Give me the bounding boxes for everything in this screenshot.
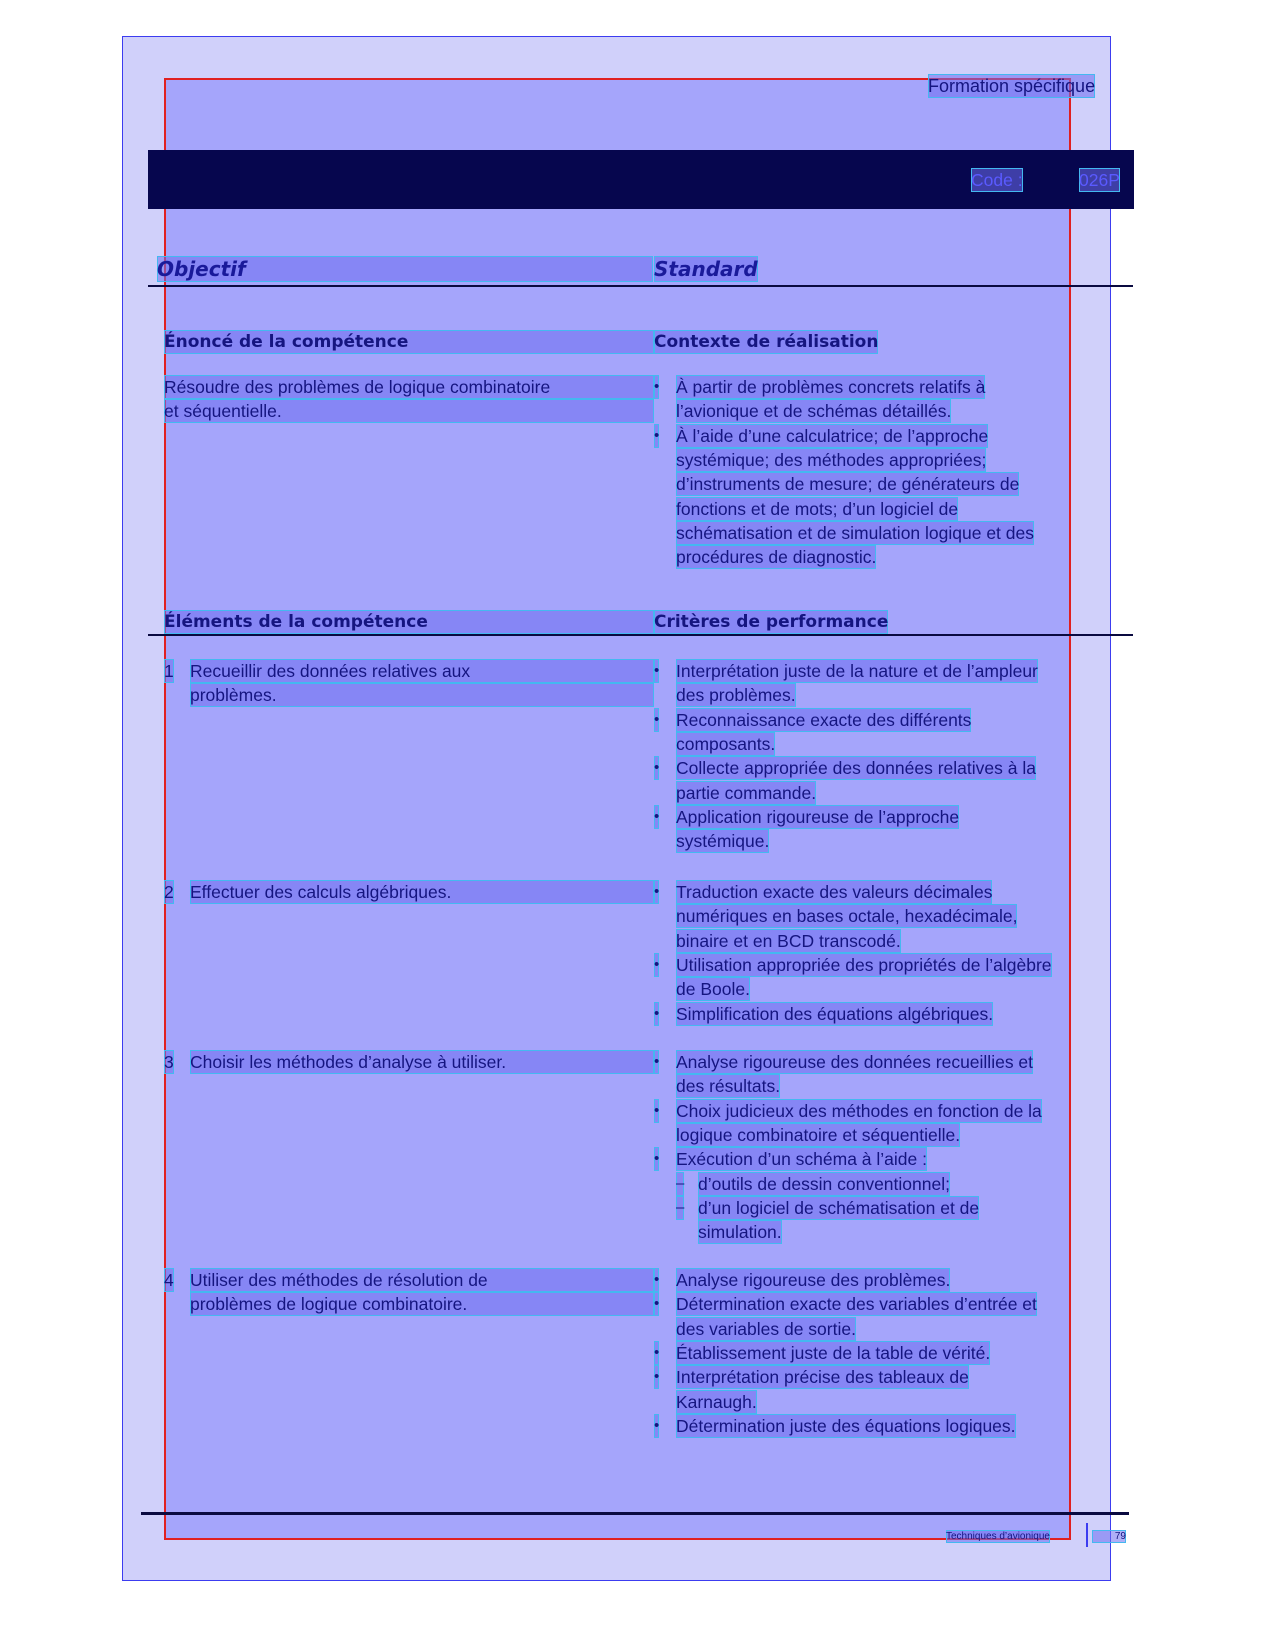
element-number: 2 — [164, 882, 174, 902]
bullet-marker: • — [654, 1147, 659, 1171]
bullet-text: Établissement juste de la table de vérité. — [676, 1342, 991, 1363]
bullet-text: Collecte appropriée des données relatives à la — [676, 758, 1036, 779]
bullet-text: systémique. — [676, 831, 770, 852]
bullet-marker: • — [654, 375, 659, 399]
bullet-text: de Boole. — [676, 979, 750, 1000]
element-text: Recueillir des données relatives aux — [190, 659, 654, 683]
bullet-marker: • — [654, 1341, 659, 1365]
bullet-marker: • — [654, 1002, 659, 1026]
section-rule — [148, 634, 1133, 636]
bullet-text: Reconnaissance exacte des différents — [676, 709, 972, 730]
element-text: problèmes. — [190, 683, 654, 707]
bullet-text: partie commande. — [676, 782, 817, 803]
bullet-text: Utilisation appropriée des propriétés de l’algèbre — [676, 954, 1052, 975]
bullet-marker: – — [676, 1172, 684, 1196]
bullet-text: d’instruments de mesure; de générateurs de — [676, 474, 1020, 495]
footer-title: Techniques d’avionique — [946, 1531, 1050, 1542]
header-rule — [148, 285, 1133, 287]
bullet-marker: • — [654, 1050, 659, 1074]
bullet-marker: • — [654, 1414, 659, 1438]
bullet-text: fonctions et de mots; d’un logiciel de — [676, 498, 959, 519]
standard-heading: Standard — [654, 257, 758, 281]
bullet-marker: • — [654, 1268, 659, 1292]
bullet-text: des résultats. — [676, 1076, 781, 1097]
element-number: 1 — [164, 661, 174, 681]
code-label: Code : — [971, 170, 1023, 190]
enonce-heading: Énoncé de la compétence — [164, 330, 654, 354]
bullet-marker: • — [654, 880, 659, 904]
element-number: 3 — [164, 1052, 174, 1072]
bullet-text: schématisation et de simulation logique et des — [676, 522, 1034, 543]
bullet-text: Interprétation précise des tableaux de — [676, 1367, 969, 1388]
bullet-marker: • — [654, 805, 659, 829]
footer-page-number: 79 — [1092, 1530, 1126, 1543]
bullet-text: numériques en bases octale, hexadécimale, — [676, 906, 1018, 927]
bullet-text: simulation. — [698, 1222, 782, 1243]
footer-divider — [1086, 1523, 1088, 1547]
bullet-text: Choix judicieux des méthodes en fonction de la — [676, 1100, 1042, 1121]
bullet-marker: • — [654, 756, 659, 780]
formation-label: Formation spécifique — [928, 76, 1096, 96]
bullet-text: Simplification des équations algébriques. — [676, 1003, 994, 1024]
enonce-line: et séquentielle. — [164, 399, 654, 423]
bullet-text: systémique; des méthodes appropriées; — [676, 449, 987, 470]
footer-rule — [141, 1512, 1129, 1515]
element-text: Effectuer des calculs algébriques. — [190, 880, 654, 904]
bullet-text: À l’aide d’une calculatrice; de l’approche — [676, 425, 989, 446]
element-text: problèmes de logique combinatoire. — [190, 1292, 654, 1316]
contexte-heading: Contexte de réalisation — [654, 332, 879, 352]
bullet-text: d’un logiciel de schématisation et de — [698, 1197, 980, 1218]
bullet-marker: • — [654, 424, 659, 448]
bullet-text: À partir de problèmes concrets relatifs à — [676, 377, 986, 397]
element-text: Utiliser des méthodes de résolution de — [190, 1268, 654, 1292]
bullet-marker: • — [654, 708, 659, 732]
element-number: 4 — [164, 1270, 174, 1290]
bullet-text: procédures de diagnostic. — [676, 547, 877, 568]
bullet-text: composants. — [676, 733, 776, 754]
bullet-text: Analyse rigoureuse des données recueillies et — [676, 1052, 1034, 1072]
element-text: Choisir les méthodes d’analyse à utiliser. — [190, 1050, 654, 1074]
bullet-marker: • — [654, 953, 659, 977]
bullet-text: Application rigoureuse de l’approche — [676, 806, 960, 827]
criteres-heading: Critères de performance — [654, 612, 889, 632]
bullet-marker: • — [654, 1365, 659, 1389]
bullet-text: Détermination juste des équations logiques. — [676, 1415, 1016, 1436]
bullet-text: Exécution d’un schéma à l’aide : — [676, 1149, 927, 1170]
bullet-text: d’outils de dessin conventionnel; — [698, 1173, 950, 1194]
bullet-marker: – — [676, 1196, 684, 1220]
bullet-text: Interprétation juste de la nature et de l’ampleur — [676, 661, 1038, 681]
enonce-line: Résoudre des problèmes de logique combinatoire — [164, 375, 654, 399]
objectif-heading: Objectif — [157, 256, 653, 282]
bullet-marker: • — [654, 1099, 659, 1123]
bullet-marker: • — [654, 1292, 659, 1316]
bullet-text: l’avionique et de schémas détaillés. — [676, 401, 952, 422]
bullet-text: Traduction exacte des valeurs décimales — [676, 882, 993, 902]
bullet-text: logique combinatoire et séquentielle. — [676, 1124, 961, 1145]
bullet-text: binaire et en BCD transcodé. — [676, 930, 901, 951]
bullet-text: Karnaugh. — [676, 1391, 757, 1412]
code-value: 026P — [1079, 170, 1120, 190]
bullet-marker: • — [654, 659, 659, 683]
bullet-text: Analyse rigoureuse des problèmes. — [676, 1270, 951, 1290]
elements-heading: Éléments de la compétence — [164, 610, 654, 634]
bullet-text: Détermination exacte des variables d’entrée et — [676, 1294, 1037, 1315]
bullet-text: des problèmes. — [676, 685, 796, 706]
bullet-text: des variables de sortie. — [676, 1318, 856, 1339]
